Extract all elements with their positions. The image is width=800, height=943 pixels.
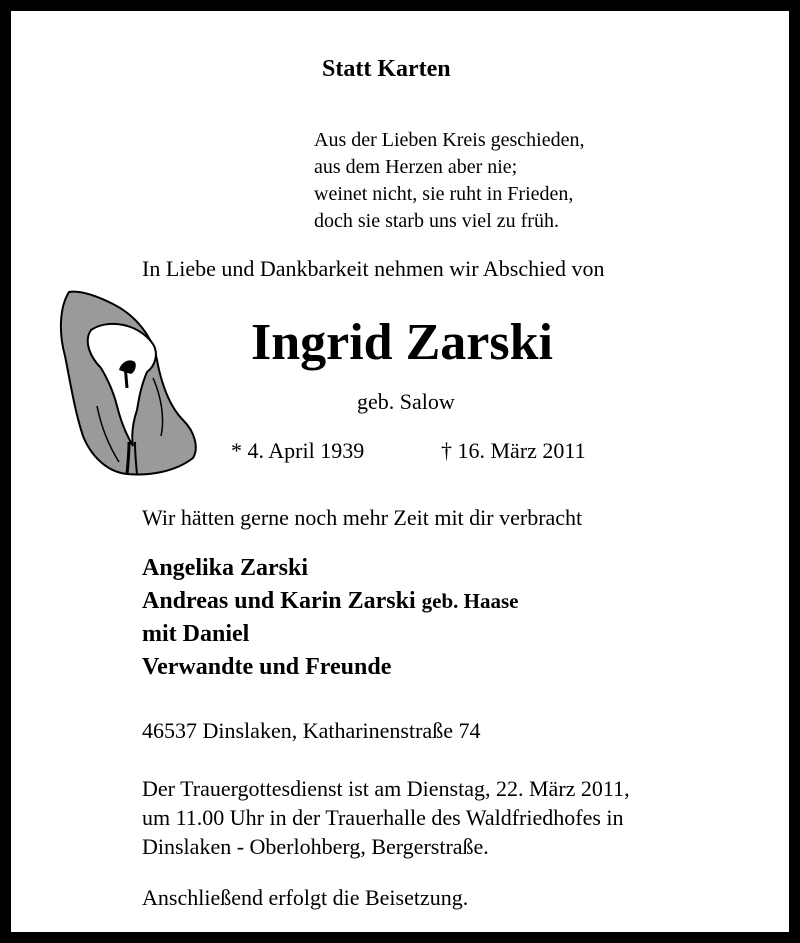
death-date: † 16. März 2011 (441, 438, 586, 463)
mourner-line: mit Daniel (142, 621, 250, 647)
mourner-maiden-name: geb. Haase (421, 589, 519, 613)
mourner-line: Verwandte und Freunde (142, 654, 392, 680)
poem-line: aus dem Herzen aber nie; (314, 156, 518, 178)
wish-text: Wir hätten gerne noch mehr Zeit mit dir verbracht (142, 505, 583, 530)
poem (314, 127, 584, 235)
calla-lily-icon (57, 286, 199, 478)
heading: Statt Karten (322, 56, 451, 82)
mourners-list (142, 552, 518, 684)
mourner-line: Angelika Zarski (142, 555, 309, 581)
burial-note: Anschließend erfolgt die Beisetzung. (142, 885, 469, 910)
poem-line: doch sie starb uns viel zu früh. (314, 210, 559, 232)
mourner-name: Andreas und Karin Zarski (142, 588, 416, 614)
poem-line: weinet nicht, sie ruht in Frieden, (314, 183, 574, 205)
service-info (142, 774, 630, 861)
service-line: um 11.00 Uhr in der Trauerhalle des Waldfriedhofes in (142, 805, 624, 830)
service-line: Dinslaken - Oberlohberg, Bergerstraße. (142, 834, 489, 859)
service-line: Der Trauergottesdienst ist am Dienstag, 22. März 2011, (142, 776, 630, 801)
deceased-name: Ingrid Zarski (251, 314, 553, 371)
poem-line: Aus der Lieben Kreis geschieden, (314, 129, 585, 151)
mourner-line (142, 585, 518, 618)
maiden-name: geb. Salow (357, 389, 455, 414)
intro-text: In Liebe und Dankbarkeit nehmen wir Abschied von (142, 256, 605, 281)
address: 46537 Dinslaken, Katharinenstraße 74 (142, 718, 481, 743)
birth-date: * 4. April 1939 (231, 438, 365, 463)
